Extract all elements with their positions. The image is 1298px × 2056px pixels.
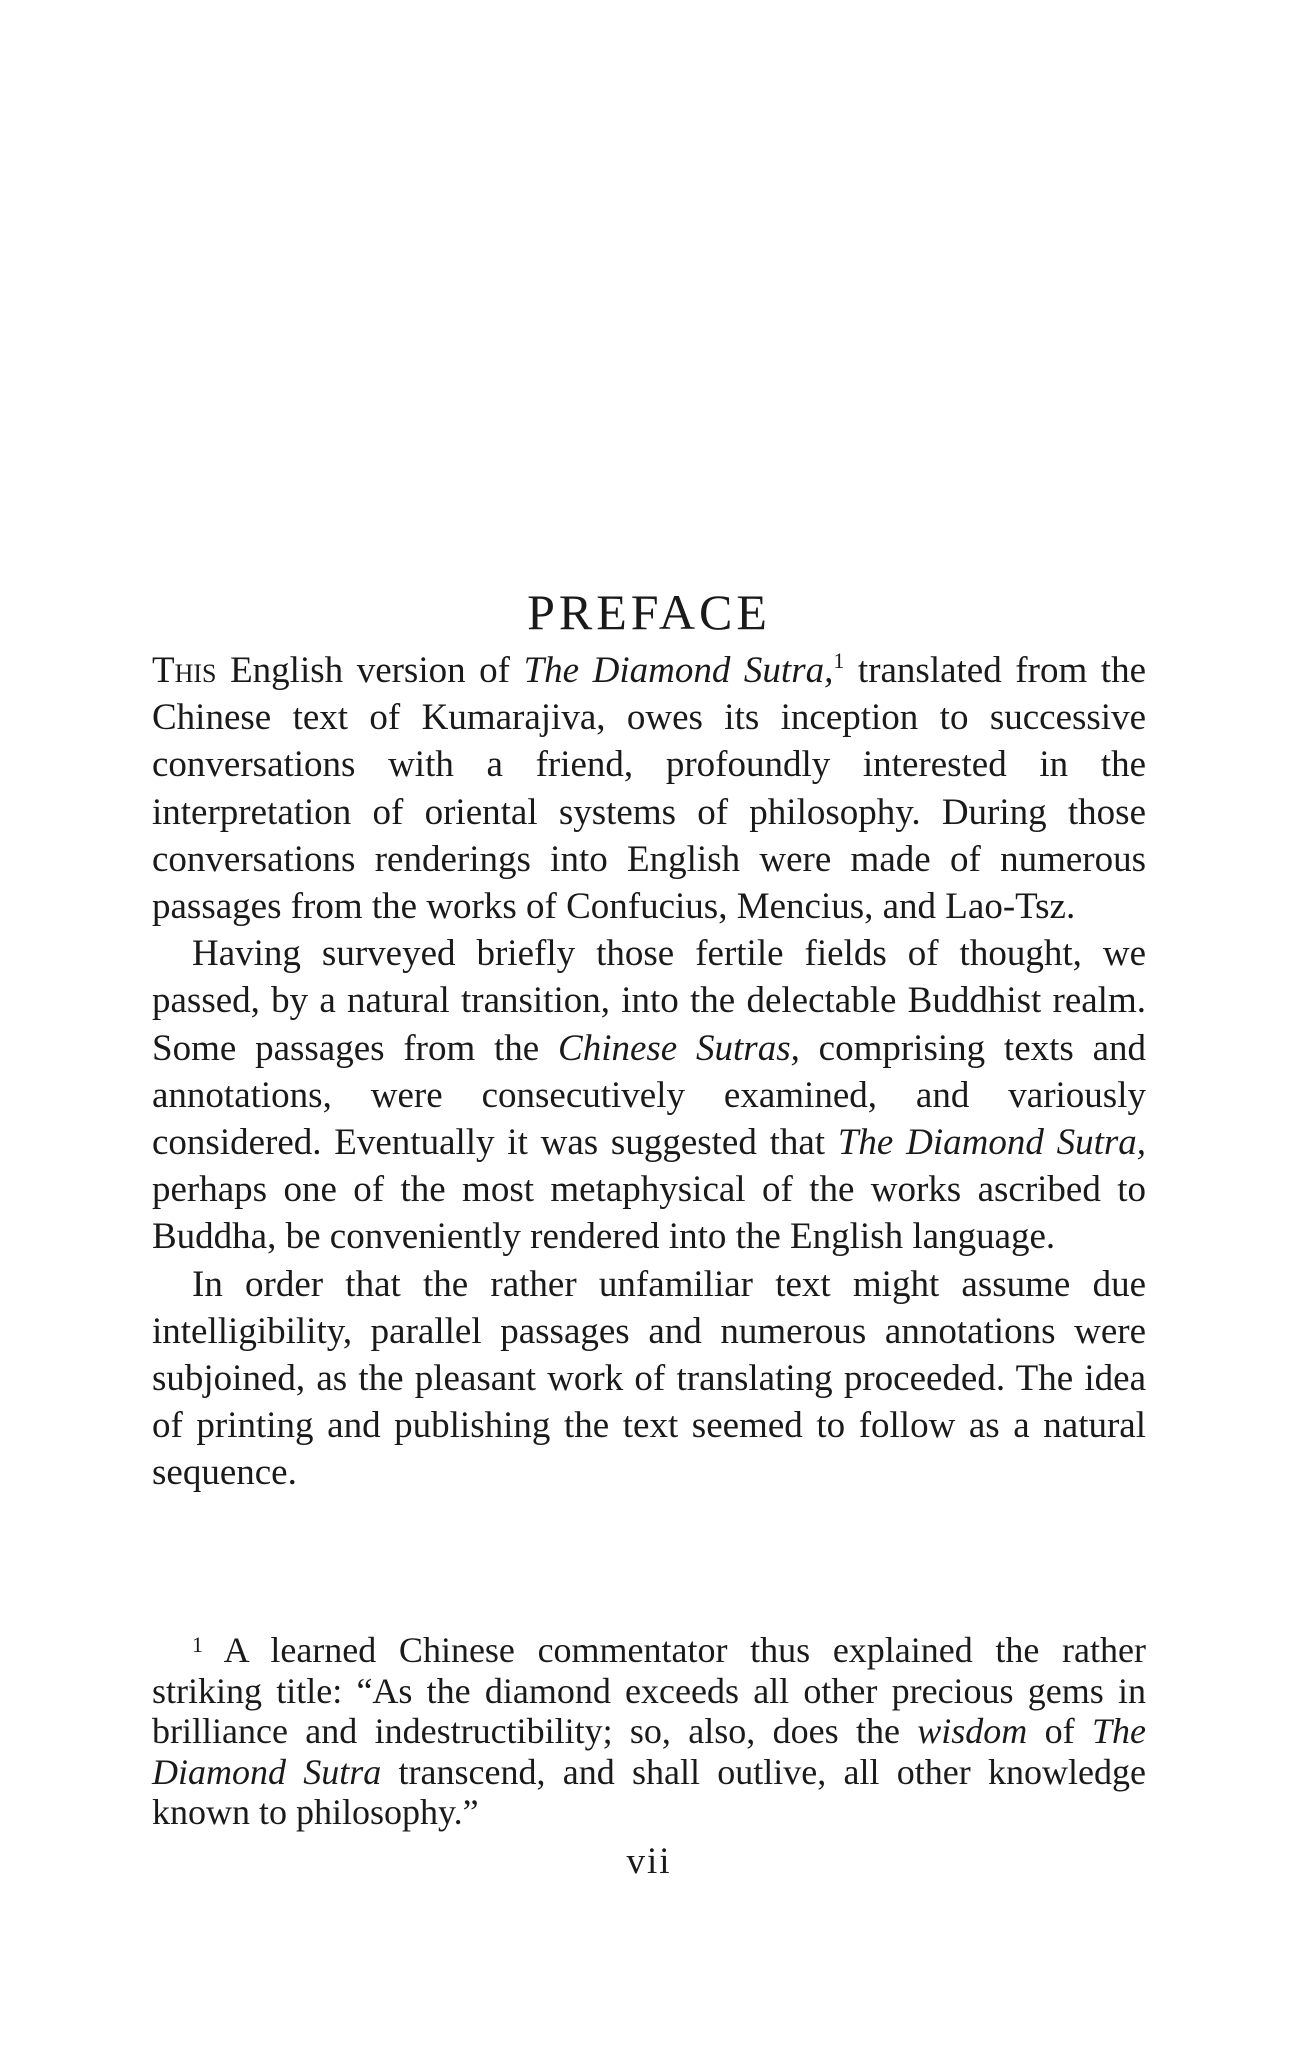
preface-body — [152, 647, 1146, 1497]
paragraph-3: In order that the rather unfamiliar text might assume due intelligibility, parallel passages and numerous annotations were subjoined, as the pleasant work of translating proceeded. The idea of printing and publishing the text seemed to follow as a natural sequence. — [152, 1263, 1146, 1494]
page-title: PREFACE — [527, 583, 771, 640]
book-title-italic: The Diamond Sutra, — [837, 1122, 1147, 1164]
paragraph-2 — [152, 930, 1146, 1260]
footnote-marker: 1 — [192, 1632, 203, 1657]
chinese-sutras-italic: Chinese Sutras, — [558, 1027, 800, 1069]
wisdom-italic: wisdom — [917, 1711, 1028, 1751]
lead-word: This — [152, 650, 217, 691]
paragraph-2-text-b: comprising texts and annotations, were consecutively examined, and variously considered. Eventually it was suggested that — [152, 1027, 1147, 1164]
footnote-reference: 1 — [833, 648, 845, 673]
paragraph-2-text-a: Having surveyed briefly those fertile fields of thought, we passed, by a natural transition, into the delectable Buddhist realm. Some passages from the — [152, 933, 1146, 1069]
footnote-text-a: A learned Chinese commentator thus explained the rather striking title: “As the diamond exceeds all other precious gems in brilliance and indestructibility; so, also, does the — [152, 1630, 1146, 1751]
book-title-italic: The Diamond Sutra — [152, 1711, 1146, 1792]
book-title-italic: The Diamond Sutra, — [523, 650, 834, 691]
paragraph-1-text-a: English version of — [216, 650, 524, 691]
page-number: vii — [626, 1841, 672, 1882]
paragraph-2-text-c: perhaps one of the most metaphysical of the works ascribed to Buddha, be conveniently rendered into the English language. — [152, 1169, 1146, 1258]
footnote-text-c: transcend, and shall outlive, all other knowledge known to philosophy.” — [152, 1751, 1146, 1832]
footnote — [152, 1630, 1146, 1833]
paragraph-1-text-b: translated from the Chinese text of Kumarajiva, owes its inception to successive conversations with a friend, profoundly interested in the interpretation of oriental systems of philosophy. During those conversations renderings into English were made of numerous passages from the works of Confucius, Mencius, and Lao-Tsz. — [152, 650, 1146, 928]
footnote-text-b: of — [1027, 1711, 1092, 1751]
paragraph-1 — [152, 647, 1146, 930]
